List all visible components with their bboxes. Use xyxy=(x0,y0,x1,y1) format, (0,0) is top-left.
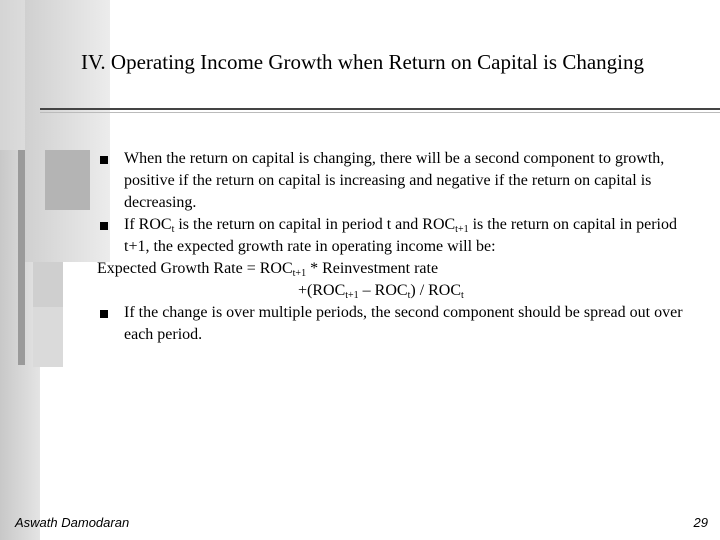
page-number: 29 xyxy=(693,515,708,530)
bullet-text: If the change is over multiple periods, the second component should be spread out over each period. xyxy=(124,304,683,343)
title-divider-shadow xyxy=(40,112,720,113)
bullet-text: When the return on capital is changing, there will be a second component to growth, positive if the return on capital is increasing and negative if the return on capital is decreasing. xyxy=(124,150,665,211)
title-divider xyxy=(40,108,720,110)
footer-author: Aswath Damodaran xyxy=(15,515,130,530)
square-bullet-icon xyxy=(100,310,108,318)
bullet-item xyxy=(0,214,720,258)
slide-body xyxy=(0,148,720,346)
slide-title: IV. Operating Income Growth when Return on Capital is Changing xyxy=(80,50,644,74)
bullet-text: If $ROC_t$ is the return on capital in period t and $ROC_{t+1}$ is the return on capital in period t+1, the expected growth rate in operating income will be: xyxy=(124,216,677,255)
bullet-item xyxy=(0,148,720,214)
square-bullet-icon xyxy=(100,222,108,230)
square-bullet-icon xyxy=(100,156,108,164)
formula-line-2: $+(ROC_{t+1} - ROC_t) / ROC_t$ xyxy=(298,282,464,301)
formula-line-1: Expected Growth Rate = $ROC_{t+1}$ * Reinvestment rate xyxy=(97,260,439,279)
bullet-item xyxy=(0,302,720,346)
